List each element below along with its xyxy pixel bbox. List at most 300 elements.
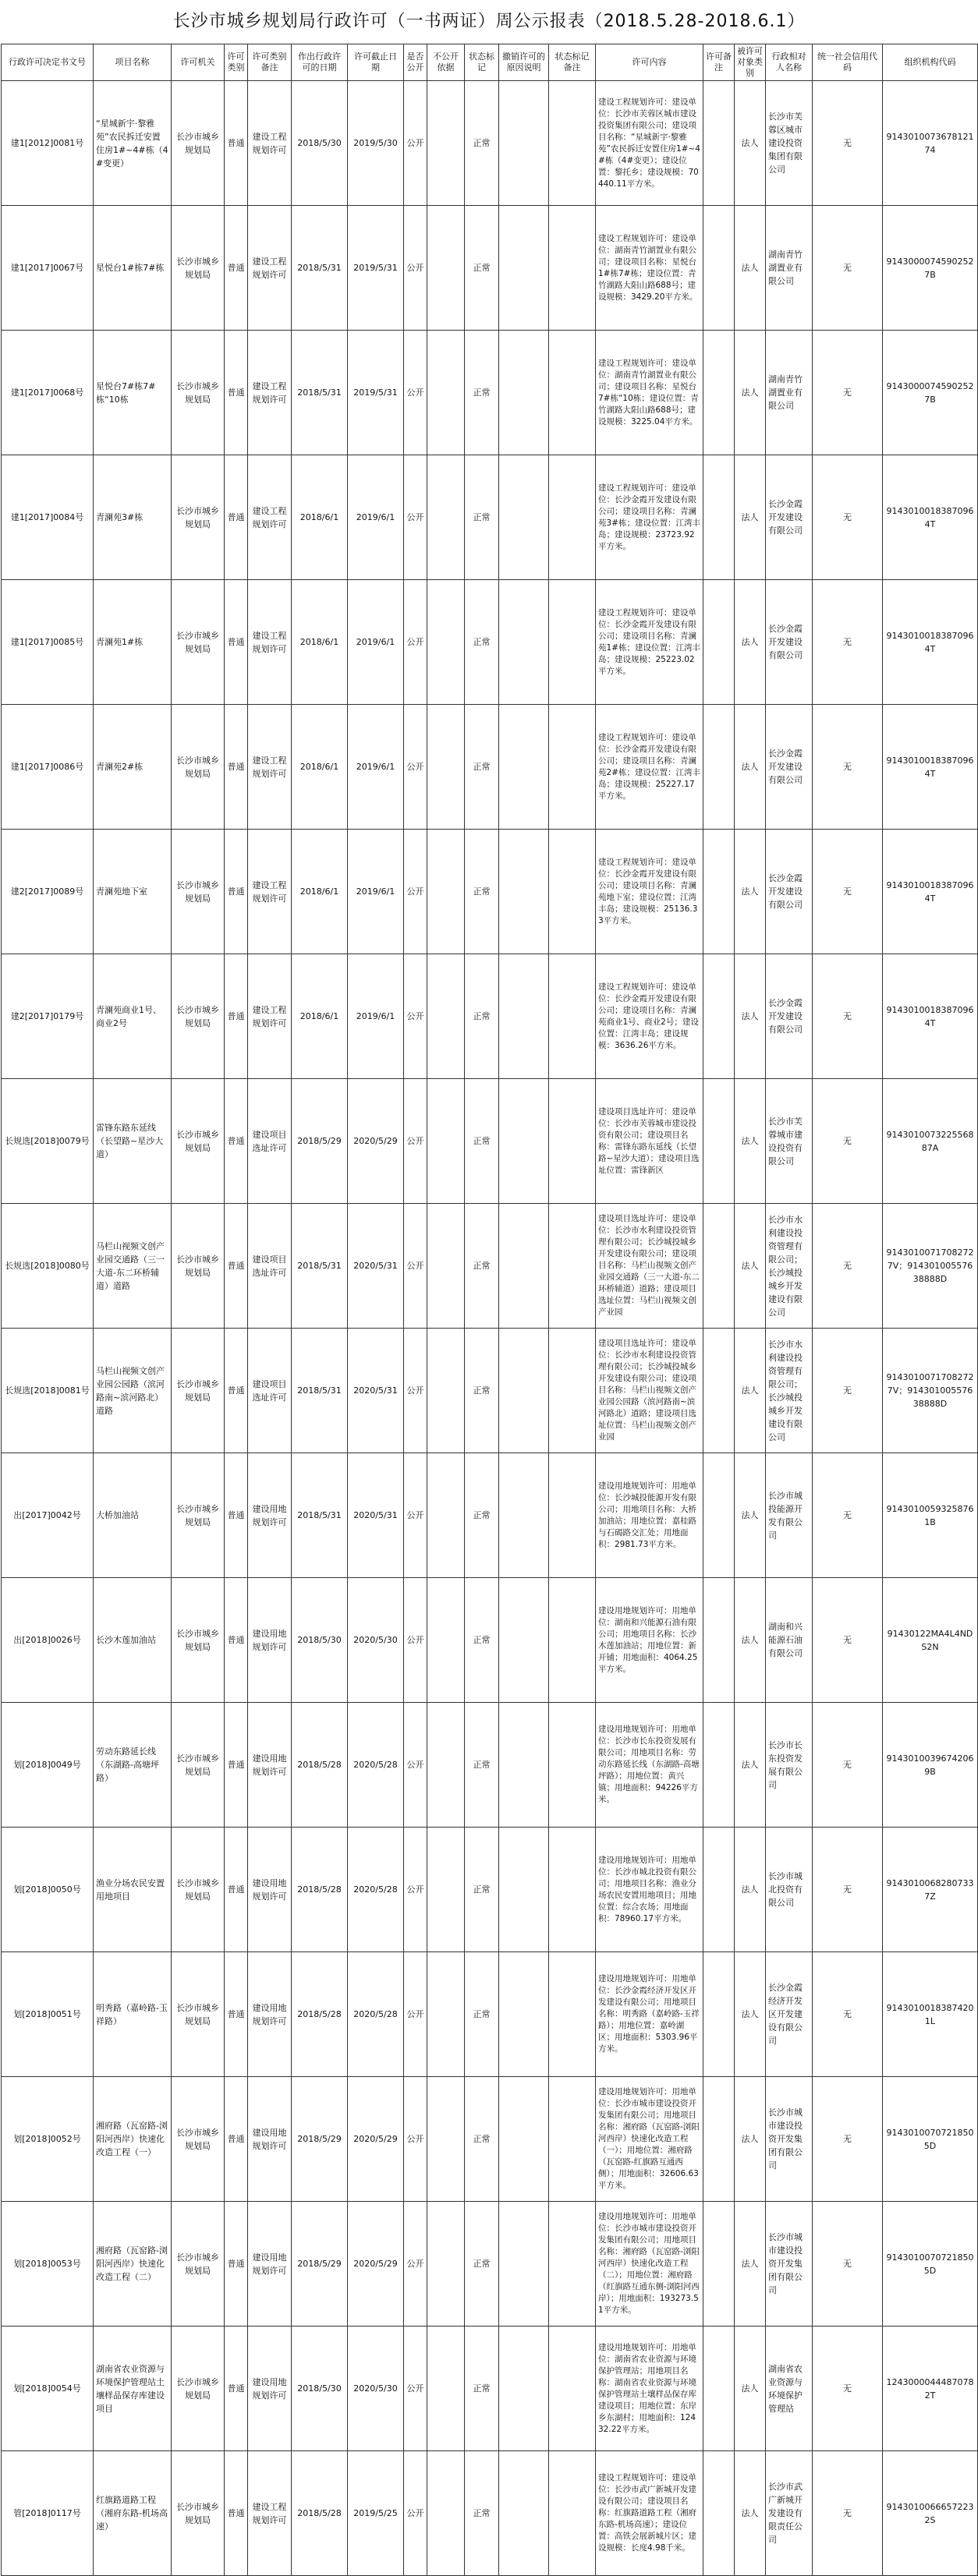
cell-cat: 普通 bbox=[225, 1952, 248, 2077]
cell-pub: 公开 bbox=[404, 580, 427, 705]
cell-name: 青澜苑地下室 bbox=[94, 830, 172, 954]
cell-doc: 建1[2012]0081号 bbox=[2, 81, 94, 206]
cell-name: 青澜苑2#栋 bbox=[94, 705, 172, 830]
cell-status: 正常 bbox=[465, 1828, 499, 1952]
cell-party: 长沙市芙蓉城市建设投资有限公司 bbox=[766, 1079, 813, 1204]
cell-pub: 公开 bbox=[404, 2451, 427, 2576]
cell-revoke bbox=[499, 81, 549, 206]
cell-ptype: 法人 bbox=[735, 2451, 766, 2576]
column-header: 行政许可决定书文号 bbox=[2, 44, 94, 81]
cell-pnote bbox=[703, 2327, 735, 2451]
cell-snote bbox=[549, 705, 596, 830]
cell-content: 建设用地规划许可：用地单位：长沙市长东投资发展有限公司；用地项目名称：劳动东路延长线（东湖路-高塘坪路）；用地位置：黄兴镇；用地面积：94226平方米。 bbox=[596, 1703, 703, 1828]
cell-nopub bbox=[427, 1952, 465, 2077]
cell-nopub bbox=[427, 1204, 465, 1329]
cell-content: 建设用地规划许可：用地单位：长沙市城市建设投资开发集团有限公司；用地项目名称：湘府路（瓦窑路-浏阳河西岸）快速化改造工程（二）；用地位置：湘府路（红旗路互通东侧-浏阳河西岸）；用地面积：193273.51平方米。 bbox=[596, 2202, 703, 2327]
cell-content: 建设工程规划许可：建设单位：长沙金霞开发建设有限公司；建设项目名称：青澜苑地下室；建设位置：江湾丰岛；建设规模：25136.33平方米。 bbox=[596, 830, 703, 954]
column-header: 撤销许可的原因说明 bbox=[499, 44, 549, 81]
cell-content: 建设工程规划许可：建设单位：湖南青竹湖置业有限公司；建设项目名称：星悦台7#栋“10栋；建设位置：青竹湖路大阳山路688号；建设规模：3225.04平方米。 bbox=[596, 331, 703, 455]
column-header: 许可备注 bbox=[703, 44, 735, 81]
cell-pub: 公开 bbox=[404, 1453, 427, 1578]
cell-name: 劳动东路延长线（东湖路-高塘坪路） bbox=[94, 1703, 172, 1828]
cell-party: 长沙金霞开发建设有限公司 bbox=[766, 705, 813, 830]
cell-credit: 无 bbox=[813, 1703, 883, 1828]
cell-credit: 无 bbox=[813, 1204, 883, 1329]
cell-cat: 普通 bbox=[225, 954, 248, 1079]
cell-pub: 公开 bbox=[404, 1329, 427, 1453]
cell-ptype: 法人 bbox=[735, 455, 766, 580]
cell-cat: 普通 bbox=[225, 1329, 248, 1453]
cell-name: 马栏山视频文创产业园公园路（滨河路南~滨河路北）道路 bbox=[94, 1329, 172, 1453]
table-row bbox=[2, 705, 978, 830]
cell-name: 渔业分场农民安置用地项目 bbox=[94, 1828, 172, 1952]
cell-content: 建设工程规划许可：建设单位：长沙金霞开发建设有限公司；建设项目名称：青澜苑1#栋；建设位置：江湾丰岛；建设规模：25223.02平方米。 bbox=[596, 580, 703, 705]
cell-revoke bbox=[499, 2451, 549, 2576]
cell-org: 长沙市城乡规划局 bbox=[172, 2451, 225, 2576]
cell-content: 建设用地规划许可：用地单位：湖南和兴能源石油有限公司；用地项目名称：长沙木莲加油站；用地位置：新开铺；用地面积：4064.25平方米。 bbox=[596, 1578, 703, 1703]
cell-nopub bbox=[427, 830, 465, 954]
column-header: 作出行政许可的日期 bbox=[292, 44, 348, 81]
cell-cat: 普通 bbox=[225, 2077, 248, 2202]
cell-nopub bbox=[427, 81, 465, 206]
cell-end: 2020/5/28 bbox=[348, 1828, 404, 1952]
cell-nopub bbox=[427, 954, 465, 1079]
cell-snote bbox=[549, 81, 596, 206]
table-row bbox=[2, 954, 978, 1079]
table-header bbox=[2, 44, 978, 81]
cell-party: 湖南青竹湖置业有限公司 bbox=[766, 331, 813, 455]
cell-date: 2018/5/30 bbox=[292, 2327, 348, 2451]
cell-revoke bbox=[499, 206, 549, 331]
column-header: 状态标记备注 bbox=[549, 44, 596, 81]
cell-end: 2020/5/31 bbox=[348, 1329, 404, 1453]
cell-cat: 普通 bbox=[225, 1703, 248, 1828]
table-row bbox=[2, 1578, 978, 1703]
cell-status: 正常 bbox=[465, 830, 499, 954]
cell-end: 2019/6/1 bbox=[348, 455, 404, 580]
cell-credit: 无 bbox=[813, 2202, 883, 2327]
cell-snote bbox=[549, 1079, 596, 1204]
cell-party: 长沙金霞开发建设有限公司 bbox=[766, 455, 813, 580]
cell-doc: 划[2018]0054号 bbox=[2, 2327, 94, 2451]
cell-party: 长沙市长东投资发展有限公司 bbox=[766, 1703, 813, 1828]
cell-date: 2018/5/31 bbox=[292, 1204, 348, 1329]
cell-name: 红旗路道路工程（湘府东路-机场高速） bbox=[94, 2451, 172, 2576]
cell-snote bbox=[549, 1828, 596, 1952]
cell-pnote bbox=[703, 1703, 735, 1828]
cell-nopub bbox=[427, 1578, 465, 1703]
cell-doc: 管[2018]0117号 bbox=[2, 2451, 94, 2576]
cell-cat: 普通 bbox=[225, 81, 248, 206]
cell-pub: 公开 bbox=[404, 1204, 427, 1329]
cell-date: 2018/5/29 bbox=[292, 2077, 348, 2202]
cell-status: 正常 bbox=[465, 2451, 499, 2576]
cell-status: 正常 bbox=[465, 1952, 499, 2077]
cell-party: 长沙金霞开发建设有限公司 bbox=[766, 954, 813, 1079]
cell-revoke bbox=[499, 705, 549, 830]
cell-org: 长沙市城乡规划局 bbox=[172, 331, 225, 455]
cell-ptype: 法人 bbox=[735, 954, 766, 1079]
table-row bbox=[2, 1204, 978, 1329]
cell-catnote: 建设用地规划许可 bbox=[248, 1828, 292, 1952]
table-row bbox=[2, 1453, 978, 1578]
cell-revoke bbox=[499, 455, 549, 580]
cell-party: 长沙市城市建设投资开发集团有限公司 bbox=[766, 2077, 813, 2202]
cell-catnote: 建设项目选址许可 bbox=[248, 1204, 292, 1329]
cell-revoke bbox=[499, 580, 549, 705]
cell-nopub bbox=[427, 2451, 465, 2576]
table-row bbox=[2, 455, 978, 580]
cell-org: 长沙市城乡规划局 bbox=[172, 2327, 225, 2451]
cell-ptype: 法人 bbox=[735, 2327, 766, 2451]
cell-ptype: 法人 bbox=[735, 580, 766, 705]
cell-pnote bbox=[703, 2451, 735, 2576]
cell-catnote: 建设用地规划许可 bbox=[248, 1703, 292, 1828]
cell-cat: 普通 bbox=[225, 1828, 248, 1952]
cell-date: 2018/6/1 bbox=[292, 455, 348, 580]
cell-orgcode: 914301001838709​64T bbox=[883, 455, 978, 580]
cell-orgcode: 914301007072185​05D bbox=[883, 2202, 978, 2327]
cell-pub: 公开 bbox=[404, 1578, 427, 1703]
cell-party: 长沙金霞经济开发区开发建设有限公司 bbox=[766, 1952, 813, 2077]
cell-orgcode: 914301007072185​05D bbox=[883, 2077, 978, 2202]
cell-name: 青澜苑1#栋 bbox=[94, 580, 172, 705]
cell-orgcode: 91430100717082727V；91430100557638888D bbox=[883, 1329, 978, 1453]
cell-pub: 公开 bbox=[404, 1703, 427, 1828]
cell-ptype: 法人 bbox=[735, 2077, 766, 2202]
page-title: 长沙市城乡规划局行政许可（一书两证）周公示报表（2018.5.28-2018.6.1） bbox=[172, 12, 806, 31]
cell-orgcode: 91430122MA4L4NDS2N bbox=[883, 1578, 978, 1703]
cell-doc: 划[2018]0050号 bbox=[2, 1828, 94, 1952]
cell-date: 2018/6/1 bbox=[292, 830, 348, 954]
cell-org: 长沙市城乡规划局 bbox=[172, 1703, 225, 1828]
cell-content: 建设用地规划许可：用地单位：长沙金霞经济开发区开发建设有限公司；用地项目名称：明秀路（嘉岭路-玉祥路）；用地位置：嘉岭湖区；用地面积：5303.96平方米。 bbox=[596, 1952, 703, 2077]
cell-end: 2020/5/28 bbox=[348, 1952, 404, 2077]
cell-ptype: 法人 bbox=[735, 830, 766, 954]
cell-pub: 公开 bbox=[404, 705, 427, 830]
cell-org: 长沙市城乡规划局 bbox=[172, 1204, 225, 1329]
cell-date: 2018/6/1 bbox=[292, 705, 348, 830]
table-row bbox=[2, 2077, 978, 2202]
cell-content: 建设项目选址许可：建设单位：长沙市水利建设投资管理有限公司；长沙城投城乡开发建设有限公司；建设项目名称：马栏山视频文创产业园公园路（滨河路南~滨河路北）道路；建设项目选址位置：马栏山视频文创产业园 bbox=[596, 1329, 703, 1453]
table-row bbox=[2, 1703, 978, 1828]
cell-credit: 无 bbox=[813, 1952, 883, 2077]
cell-pnote bbox=[703, 81, 735, 206]
cell-date: 2018/6/1 bbox=[292, 580, 348, 705]
cell-end: 2020/5/31 bbox=[348, 1453, 404, 1578]
cell-end: 2020/5/30 bbox=[348, 1578, 404, 1703]
cell-status: 正常 bbox=[465, 705, 499, 830]
cell-party: 湖南青竹湖置业有限公司 bbox=[766, 206, 813, 331]
cell-org: 长沙市城乡规划局 bbox=[172, 2202, 225, 2327]
cell-ptype: 法人 bbox=[735, 1329, 766, 1453]
cell-orgcode: 914301006828073​37Z bbox=[883, 1828, 978, 1952]
cell-snote bbox=[549, 2077, 596, 2202]
cell-doc: 建1[2017]0085号 bbox=[2, 580, 94, 705]
cell-party: 长沙市水利建设投资管理有限公司；长沙城投城乡开发建设有限公司 bbox=[766, 1204, 813, 1329]
cell-catnote: 建设用地规划许可 bbox=[248, 1952, 292, 2077]
cell-name: 星悦台7#栋7#栋“10栋 bbox=[94, 331, 172, 455]
cell-pnote bbox=[703, 1453, 735, 1578]
cell-doc: 长规选[2018]0080号 bbox=[2, 1204, 94, 1329]
column-header: 不公开依据 bbox=[427, 44, 465, 81]
cell-content: 建设用地规划许可：用地单位：长沙市城市建设投资开发集团有限公司；用地项目名称：湘府路（瓦窑路-浏阳河西岸）快速化改造工程（一）；用地位置：湘府路（瓦窑路-红旗路互通西侧）；用地面积：32606.63平方米。 bbox=[596, 2077, 703, 2202]
cell-status: 正常 bbox=[465, 1453, 499, 1578]
cell-ptype: 法人 bbox=[735, 1453, 766, 1578]
column-header: 被许可对象类别 bbox=[735, 44, 766, 81]
cell-nopub bbox=[427, 1828, 465, 1952]
cell-org: 长沙市城乡规划局 bbox=[172, 705, 225, 830]
cell-org: 长沙市城乡规划局 bbox=[172, 1952, 225, 2077]
cell-doc: 出[2018]0026号 bbox=[2, 1578, 94, 1703]
cell-credit: 无 bbox=[813, 331, 883, 455]
cell-catnote: 建设工程规划许可 bbox=[248, 954, 292, 1079]
cell-revoke bbox=[499, 331, 549, 455]
cell-pnote bbox=[703, 830, 735, 954]
cell-pnote bbox=[703, 2077, 735, 2202]
cell-ptype: 法人 bbox=[735, 1204, 766, 1329]
cell-status: 正常 bbox=[465, 331, 499, 455]
table-row bbox=[2, 580, 978, 705]
cell-orgcode: 914301005932587​61B bbox=[883, 1453, 978, 1578]
cell-org: 长沙市城乡规划局 bbox=[172, 830, 225, 954]
cell-ptype: 法人 bbox=[735, 81, 766, 206]
cell-party: 长沙金霞开发建设有限公司 bbox=[766, 830, 813, 954]
cell-party: 长沙市武广新城开发建设有限责任公司 bbox=[766, 2451, 813, 2576]
cell-content: 建设工程规划许可：建设单位：长沙市芙蓉区城市建设投资集团有限公司；建设项目名称：“星城新宇·黎雅苑”农民拆迁安置住房1#~4#栋（4#变更）；建设位置：黎托乡；建设规模：70440.11平方米。 bbox=[596, 81, 703, 206]
cell-end: 2020/5/31 bbox=[348, 1204, 404, 1329]
cell-orgcode: 914301001838742​01L bbox=[883, 1952, 978, 2077]
cell-pub: 公开 bbox=[404, 1952, 427, 2077]
cell-credit: 无 bbox=[813, 705, 883, 830]
cell-cat: 普通 bbox=[225, 455, 248, 580]
cell-doc: 长规选[2018]0081号 bbox=[2, 1329, 94, 1453]
cell-nopub bbox=[427, 455, 465, 580]
cell-date: 2018/5/29 bbox=[292, 1079, 348, 1204]
cell-doc: 划[2018]0051号 bbox=[2, 1952, 94, 2077]
cell-nopub bbox=[427, 580, 465, 705]
cell-cat: 普通 bbox=[225, 331, 248, 455]
cell-snote bbox=[549, 2327, 596, 2451]
cell-snote bbox=[549, 830, 596, 954]
cell-doc: 划[2018]0052号 bbox=[2, 2077, 94, 2202]
cell-doc: 建1[2017]0067号 bbox=[2, 206, 94, 331]
cell-credit: 无 bbox=[813, 2327, 883, 2451]
cell-org: 长沙市城乡规划局 bbox=[172, 206, 225, 331]
cell-pnote bbox=[703, 954, 735, 1079]
column-header: 状态标记 bbox=[465, 44, 499, 81]
cell-credit: 无 bbox=[813, 1578, 883, 1703]
cell-pub: 公开 bbox=[404, 954, 427, 1079]
cell-pnote bbox=[703, 1204, 735, 1329]
table-row bbox=[2, 206, 978, 331]
cell-orgcode: 914300007459025​27B bbox=[883, 331, 978, 455]
cell-revoke bbox=[499, 1453, 549, 1578]
cell-content: 建设用地规划许可：用地单位：长沙城投能源开发有限公司；用地项目名称：大桥加油站；用地位置：嘉桂路与石碣路交汇处；用地面积：2981.73平方米。 bbox=[596, 1453, 703, 1578]
cell-content: 建设项目选址许可：建设单位：长沙市水利建设投资管理有限公司；长沙城投城乡开发建设有限公司；建设项目名称：马栏山视频文创产业园交通路（三一大道-东二环桥辅道）道路；建设项目选址位置：马栏山视频文创产业园 bbox=[596, 1204, 703, 1329]
cell-snote bbox=[549, 1578, 596, 1703]
cell-orgcode: 914301007322556​887A bbox=[883, 1079, 978, 1204]
cell-name: 星悦台1#栋7#栋 bbox=[94, 206, 172, 331]
cell-pnote bbox=[703, 2202, 735, 2327]
column-header: 项目名称 bbox=[94, 44, 172, 81]
cell-catnote: 建设用地规划许可 bbox=[248, 1578, 292, 1703]
cell-doc: 建2[2017]0089号 bbox=[2, 830, 94, 954]
cell-nopub bbox=[427, 1329, 465, 1453]
cell-nopub bbox=[427, 2077, 465, 2202]
cell-date: 2018/5/28 bbox=[292, 1952, 348, 2077]
cell-date: 2018/5/31 bbox=[292, 331, 348, 455]
cell-end: 2020/5/29 bbox=[348, 2202, 404, 2327]
cell-date: 2018/6/1 bbox=[292, 954, 348, 1079]
cell-cat: 普通 bbox=[225, 1578, 248, 1703]
cell-party: 长沙市城投能源开发有限公司 bbox=[766, 1453, 813, 1578]
cell-orgcode: 124300004448707​82T bbox=[883, 2327, 978, 2451]
table-row bbox=[2, 1828, 978, 1952]
cell-pnote bbox=[703, 1079, 735, 1204]
cell-party: 长沙市城市建设投资开发集团有限公司 bbox=[766, 2202, 813, 2327]
cell-credit: 无 bbox=[813, 1453, 883, 1578]
cell-cat: 普通 bbox=[225, 830, 248, 954]
cell-revoke bbox=[499, 1952, 549, 2077]
cell-end: 2020/5/29 bbox=[348, 2077, 404, 2202]
cell-org: 长沙市城乡规划局 bbox=[172, 2077, 225, 2202]
cell-credit: 无 bbox=[813, 455, 883, 580]
cell-org: 长沙市城乡规划局 bbox=[172, 1828, 225, 1952]
cell-catnote: 建设用地规划许可 bbox=[248, 2202, 292, 2327]
cell-end: 2019/6/1 bbox=[348, 954, 404, 1079]
cell-snote bbox=[549, 580, 596, 705]
cell-nopub bbox=[427, 2327, 465, 2451]
cell-nopub bbox=[427, 2202, 465, 2327]
cell-name: 湘府路（瓦窑路-浏阳河西岸）快速化改造工程（二） bbox=[94, 2202, 172, 2327]
cell-credit: 无 bbox=[813, 1079, 883, 1204]
cell-pub: 公开 bbox=[404, 2327, 427, 2451]
cell-catnote: 建设用地规划许可 bbox=[248, 1453, 292, 1578]
cell-pub: 公开 bbox=[404, 2077, 427, 2202]
cell-org: 长沙市城乡规划局 bbox=[172, 1079, 225, 1204]
cell-date: 2018/5/29 bbox=[292, 2202, 348, 2327]
cell-date: 2018/5/31 bbox=[292, 206, 348, 331]
cell-content: 建设用地规划许可：用地单位：长沙市城北投资有限公司；用地项目名称：渔业分场农民安置用地项目；用地位置：综合农场；用地面积：78960.17平方米。 bbox=[596, 1828, 703, 1952]
cell-nopub bbox=[427, 705, 465, 830]
cell-credit: 无 bbox=[813, 2451, 883, 2576]
cell-name: 雷锋东路东延线（长望路~星沙大道） bbox=[94, 1079, 172, 1204]
cell-party: 长沙市水利建设投资管理有限公司；长沙城投城乡开发建设有限公司 bbox=[766, 1329, 813, 1453]
table-row bbox=[2, 81, 978, 206]
cell-content: 建设工程规划许可：建设单位：长沙金霞开发建设有限公司；建设项目名称：青澜苑3#栋；建设位置：江湾丰岛；建设规模：23723.92平方米。 bbox=[596, 455, 703, 580]
cell-doc: 长规选[2018]0079号 bbox=[2, 1079, 94, 1204]
cell-pub: 公开 bbox=[404, 455, 427, 580]
cell-org: 长沙市城乡规划局 bbox=[172, 580, 225, 705]
cell-credit: 无 bbox=[813, 206, 883, 331]
cell-end: 2020/5/30 bbox=[348, 2327, 404, 2451]
cell-name: 青澜苑3#栋 bbox=[94, 455, 172, 580]
cell-cat: 普通 bbox=[225, 2327, 248, 2451]
cell-date: 2018/5/28 bbox=[292, 1828, 348, 1952]
cell-credit: 无 bbox=[813, 2077, 883, 2202]
cell-name: 湖南省农业资源与环境保护管理站土壤样品保存库建设项目 bbox=[94, 2327, 172, 2451]
cell-org: 长沙市城乡规划局 bbox=[172, 1329, 225, 1453]
cell-date: 2018/5/30 bbox=[292, 1578, 348, 1703]
cell-end: 2019/5/31 bbox=[348, 206, 404, 331]
cell-revoke bbox=[499, 1703, 549, 1828]
cell-credit: 无 bbox=[813, 830, 883, 954]
cell-ptype: 法人 bbox=[735, 1079, 766, 1204]
cell-status: 正常 bbox=[465, 1204, 499, 1329]
cell-catnote: 建设项目选址许可 bbox=[248, 1079, 292, 1204]
cell-revoke bbox=[499, 1079, 549, 1204]
cell-status: 正常 bbox=[465, 1079, 499, 1204]
cell-nopub bbox=[427, 1703, 465, 1828]
cell-date: 2018/5/30 bbox=[292, 81, 348, 206]
cell-orgcode: 914301006665722​32S bbox=[883, 2451, 978, 2576]
cell-doc: 建1[2017]0086号 bbox=[2, 705, 94, 830]
cell-snote bbox=[549, 206, 596, 331]
table-row bbox=[2, 1329, 978, 1453]
cell-end: 2019/6/1 bbox=[348, 580, 404, 705]
cell-revoke bbox=[499, 1578, 549, 1703]
cell-pub: 公开 bbox=[404, 1828, 427, 1952]
cell-ptype: 法人 bbox=[735, 1578, 766, 1703]
cell-revoke bbox=[499, 954, 549, 1079]
cell-catnote: 建设工程规划许可 bbox=[248, 206, 292, 331]
column-header: 统一社会信用代码 bbox=[813, 44, 883, 81]
column-header: 是否公开 bbox=[404, 44, 427, 81]
cell-snote bbox=[549, 455, 596, 580]
cell-date: 2018/5/28 bbox=[292, 1703, 348, 1828]
column-header: 许可类别 bbox=[225, 44, 248, 81]
cell-doc: 划[2018]0053号 bbox=[2, 2202, 94, 2327]
cell-pnote bbox=[703, 1578, 735, 1703]
cell-content: 建设用地规划许可：用地单位：湖南省农业资源与环境保护管理站；用地项目名称：湖南省农业资源与环境保护管理站土壤样品保存库建设项目；用地位置：东岸乡东湖村；用地面积：12432.22平方米。 bbox=[596, 2327, 703, 2451]
cell-catnote: 建设项目选址许可 bbox=[248, 1329, 292, 1453]
cell-org: 长沙市城乡规划局 bbox=[172, 1578, 225, 1703]
cell-pub: 公开 bbox=[404, 830, 427, 954]
cell-revoke bbox=[499, 1204, 549, 1329]
cell-snote bbox=[549, 1703, 596, 1828]
cell-credit: 无 bbox=[813, 81, 883, 206]
cell-catnote: 建设工程规划许可 bbox=[248, 705, 292, 830]
cell-snote bbox=[549, 1329, 596, 1453]
cell-catnote: 建设用地规划许可 bbox=[248, 2077, 292, 2202]
cell-org: 长沙市城乡规划局 bbox=[172, 81, 225, 206]
cell-credit: 无 bbox=[813, 1329, 883, 1453]
cell-name: 明秀路（嘉岭路-玉祥路） bbox=[94, 1952, 172, 2077]
cell-status: 正常 bbox=[465, 2202, 499, 2327]
cell-revoke bbox=[499, 830, 549, 954]
cell-pnote bbox=[703, 705, 735, 830]
cell-orgcode: 91430100736781217​4 bbox=[883, 81, 978, 206]
table-row bbox=[2, 2327, 978, 2451]
cell-org: 长沙市城乡规划局 bbox=[172, 1453, 225, 1578]
cell-orgcode: 914300007459025​27B bbox=[883, 206, 978, 331]
cell-status: 正常 bbox=[465, 1329, 499, 1453]
cell-end: 2019/5/31 bbox=[348, 331, 404, 455]
cell-catnote: 建设工程规划许可 bbox=[248, 2451, 292, 2576]
cell-content: 建设工程规划许可：建设单位：长沙金霞开发建设有限公司；建设项目名称：青澜苑商业1号、商业2号；建设位置：江湾丰岛；建设规模：3636.26平方米。 bbox=[596, 954, 703, 1079]
cell-ptype: 法人 bbox=[735, 1703, 766, 1828]
cell-snote bbox=[549, 954, 596, 1079]
cell-doc: 划[2018]0049号 bbox=[2, 1703, 94, 1828]
cell-party: 湖南省农业资源与环境保护管理站 bbox=[766, 2327, 813, 2451]
cell-pnote bbox=[703, 1828, 735, 1952]
cell-name: 湘府路（瓦窑路-浏阳河西岸）快速化改造工程（一） bbox=[94, 2077, 172, 2202]
cell-revoke bbox=[499, 1828, 549, 1952]
cell-date: 2018/5/31 bbox=[292, 1453, 348, 1578]
cell-name: “星城新宇·黎雅苑”农民拆迁安置住房1#~4#栋（4#变更） bbox=[94, 81, 172, 206]
cell-end: 2019/5/30 bbox=[348, 81, 404, 206]
